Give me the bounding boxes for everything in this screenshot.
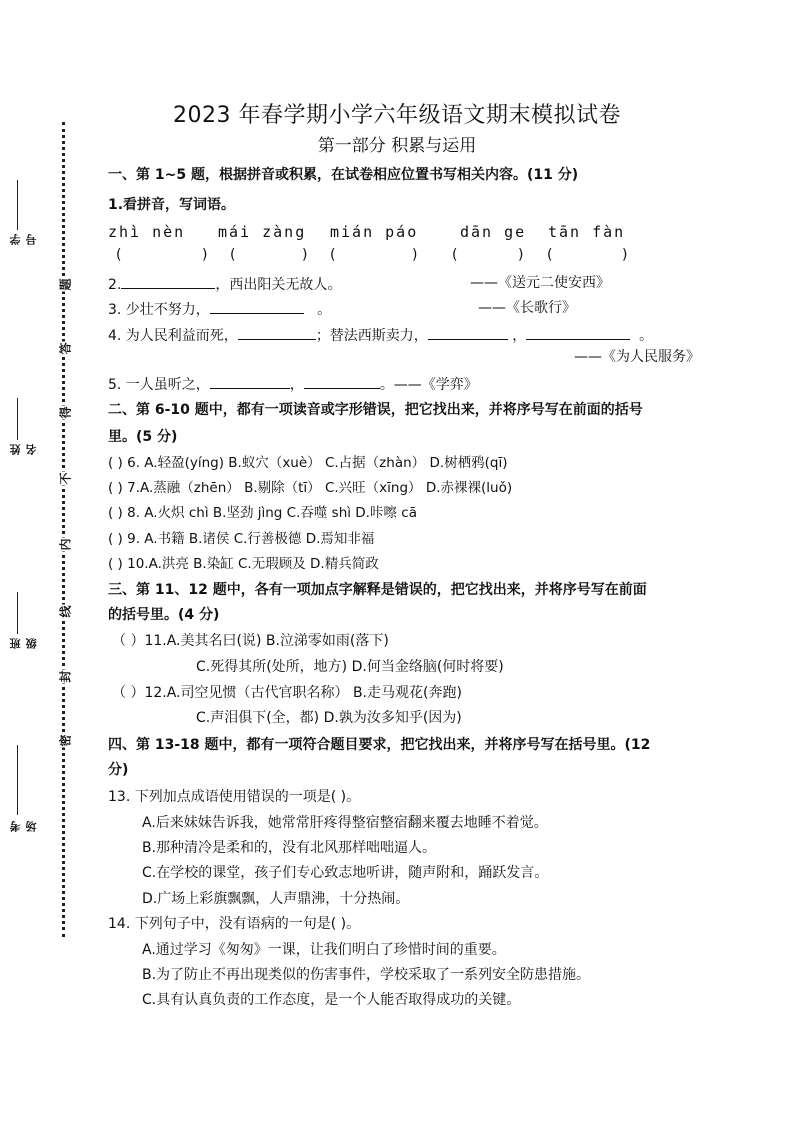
answer-paren-close: ) bbox=[302, 247, 308, 263]
question-12: （ ）12.A.司空见惯（古代官职名称） B.走马观花(奔跑) bbox=[112, 685, 462, 701]
student-id-label: 学号 bbox=[9, 234, 38, 245]
answer-paren-close: ) bbox=[622, 247, 628, 263]
answer-blank[interactable] bbox=[428, 324, 508, 340]
answer-paren-close: ) bbox=[202, 247, 208, 263]
question-5 bbox=[108, 373, 478, 395]
question-13-option-a: A.后来妹妹告诉我，她常常肝疼得整宿整宿翻来覆去地睡不着觉。 bbox=[142, 815, 548, 831]
question-4-mid: ；替法西斯卖力， bbox=[315, 328, 428, 344]
answer-blank[interactable] bbox=[526, 324, 630, 340]
section-4-heading: 四、第 13-18 题中，都有一项符合题目要求，把它找出来，并将序号写在括号里。(12 bbox=[108, 737, 651, 753]
answer-blank[interactable] bbox=[238, 324, 316, 340]
question-4 bbox=[108, 324, 653, 346]
question-2-number: 2. bbox=[108, 277, 122, 293]
seal-char: 线 bbox=[58, 605, 73, 618]
question-11: （ ）11.A.美其名曰(说) B.泣涕零如雨(落下) bbox=[112, 633, 389, 649]
pinyin-4: dān ge bbox=[460, 223, 527, 241]
seal-char: 不 bbox=[58, 472, 73, 485]
question-13-option-c: C.在学校的课堂，孩子们专心致志地听讲，随声附和，踊跃发言。 bbox=[142, 865, 549, 881]
question-5-end: 。——《学弈》 bbox=[379, 377, 478, 393]
question-5-mid: ， bbox=[289, 377, 304, 393]
answer-blank[interactable] bbox=[210, 298, 304, 314]
section-1-heading: 一、第 1~5 题，根据拼音或积累，在试卷相应位置书写相关内容。(11 分) bbox=[108, 167, 579, 183]
question-12-cont: C.声泪俱下(全，都) D.孰为汝多知乎(因为) bbox=[196, 710, 462, 726]
question-8: ( ) 8. A.火炽 chì B.坚劲 jìng C.吞噬 shì D.咔嚓 cā bbox=[108, 505, 417, 521]
question-4-source: ——《为人民服务》 bbox=[574, 349, 700, 365]
seal-char: 密 bbox=[58, 734, 73, 747]
answer-paren-open: ( bbox=[230, 247, 236, 263]
question-5-text: 5. 一人虽听之， bbox=[108, 377, 210, 393]
seal-char: 封 bbox=[58, 670, 73, 683]
class-line bbox=[17, 592, 18, 634]
question-3 bbox=[108, 298, 331, 320]
answer-paren-close: ) bbox=[518, 247, 524, 263]
answer-blank[interactable] bbox=[121, 273, 215, 289]
question-9: ( ) 9. A.书籍 B.诸侯 C.行善极德 D.焉知非福 bbox=[108, 531, 375, 547]
question-3-source: ——《长歌行》 bbox=[478, 300, 576, 316]
section-3-heading: 三、第 11、12 题中，各有一项加点字解释是错误的，把它找出来，并将序号写在前面 bbox=[108, 582, 647, 598]
class-label: 班级 bbox=[9, 638, 38, 649]
question-1-title: 1.看拼音，写词语。 bbox=[108, 197, 236, 213]
section-2-heading: 二、第 6-10 题中，都有一项读音或字形错误，把它找出来，并将序号写在前面的括号 bbox=[108, 402, 643, 418]
question-13-option-d: D.广场上彩旗飘飘，人声鼎沸，十分热闹。 bbox=[142, 891, 410, 907]
exam-room-line bbox=[17, 745, 18, 815]
question-14-option-c: C.具有认真负责的工作态度，是一个人能否取得成功的关键。 bbox=[142, 992, 521, 1008]
question-14-option-a: A.通过学习《匆匆》一课，让我们明白了珍惜时间的重要。 bbox=[142, 942, 506, 958]
answer-paren-open: ( bbox=[547, 247, 553, 263]
question-7: ( ) 7.A.蒸融（zhēn） B.剔除（tī） C.兴旺（xīng） D.赤裸裸(luǒ) bbox=[108, 480, 513, 496]
student-id-line bbox=[17, 180, 18, 230]
seal-char: 题 bbox=[58, 278, 73, 291]
question-14-option-b: B.为了防止不再出现类似的伤害事件，学校采取了一系列安全防患措施。 bbox=[142, 967, 591, 983]
answer-blank[interactable] bbox=[210, 373, 290, 389]
question-11-cont: C.死得其所(处所，地方) D.何当金络脑(何时将要) bbox=[196, 659, 504, 675]
seal-char: 内 bbox=[58, 538, 73, 551]
section-2-heading-cont: 里。(5 分) bbox=[108, 429, 178, 445]
seal-char: 答 bbox=[58, 342, 73, 355]
answer-paren-open: ( bbox=[116, 247, 122, 263]
section-4-heading-cont: 分) bbox=[108, 762, 129, 778]
name-line bbox=[17, 398, 18, 440]
question-4-comma: ， bbox=[512, 328, 527, 344]
answer-blank[interactable] bbox=[304, 373, 380, 389]
answer-paren-open: ( bbox=[330, 247, 336, 263]
answer-paren-open: ( bbox=[452, 247, 458, 263]
question-13-option-b: B.那种清冷是柔和的，没有北风那样咄咄逼人。 bbox=[142, 840, 437, 856]
question-2 bbox=[108, 273, 341, 295]
page-title: 2023 年春学期小学六年级语文期末模拟试卷 bbox=[173, 103, 621, 128]
name-label: 姓名 bbox=[9, 444, 38, 455]
question-2-source: ——《送元二使安西》 bbox=[470, 275, 610, 291]
answer-paren-close: ) bbox=[412, 247, 418, 263]
question-4-text: 4. 为人民利益而死， bbox=[108, 328, 238, 344]
pinyin-3: mián páo bbox=[330, 223, 419, 241]
exam-room-label: 考场 bbox=[9, 821, 38, 832]
binding-dotted-line bbox=[62, 122, 65, 937]
question-14: 14. 下列句子中，没有语病的一句是( )。 bbox=[108, 916, 361, 932]
pinyin-5: tān fàn bbox=[548, 223, 626, 241]
pinyin-2: mái zàng bbox=[218, 223, 307, 241]
question-4-end: 。 bbox=[639, 328, 654, 344]
question-3-end: 。 bbox=[317, 302, 332, 318]
question-6: ( ) 6. A.轻盈(yíng) B.蚁穴（xuè） C.占据（zhàn） D.树栖鸦(qī) bbox=[108, 455, 508, 471]
question-13: 13. 下列加点成语使用错误的一项是( )。 bbox=[108, 789, 361, 805]
question-3-text: 3. 少壮不努力， bbox=[108, 302, 210, 318]
question-2-text: ，西出阳关无故人。 bbox=[215, 277, 342, 293]
section-3-heading-cont: 的括号里。(4 分) bbox=[108, 607, 220, 623]
question-10: ( ) 10.A.洪亮 B.染缸 C.无瑕顾及 D.精兵简政 bbox=[108, 556, 379, 572]
page-subtitle: 第一部分 积累与运用 bbox=[317, 136, 477, 156]
pinyin-1: zhì nèn bbox=[108, 223, 186, 241]
seal-char: 得 bbox=[58, 406, 73, 419]
